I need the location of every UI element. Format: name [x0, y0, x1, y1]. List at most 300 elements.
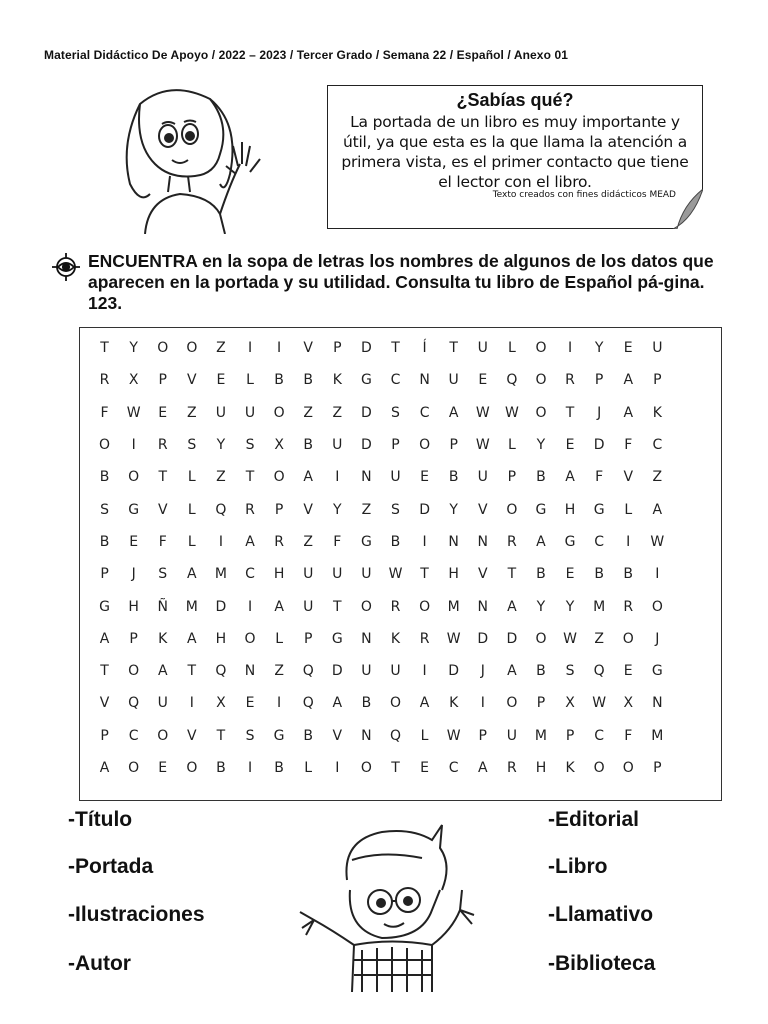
grid-letter: I — [277, 340, 282, 357]
grid-letter: E — [420, 469, 429, 486]
grid-letter: O — [157, 727, 169, 744]
grid-letter: Z — [652, 469, 663, 486]
grid-letter: P — [303, 630, 313, 647]
grid-letter: B — [99, 533, 110, 550]
grid-letter: Z — [303, 533, 313, 550]
grid-letter: O — [535, 372, 547, 389]
grid-letter: P — [129, 630, 138, 647]
grid-letter: D — [361, 404, 372, 421]
grid-letter: P — [653, 760, 662, 776]
grid-letter: V — [303, 501, 313, 518]
grid-letter: E — [129, 533, 139, 550]
grid-letter: A — [274, 598, 284, 615]
grid-letter: P — [478, 727, 487, 744]
grid-letter: I — [480, 695, 485, 712]
grid-letter: X — [128, 372, 139, 389]
grid-letter: D — [419, 501, 430, 518]
grid-letter: T — [187, 663, 197, 680]
grid-letter: O — [535, 404, 547, 421]
grid-letter: S — [245, 727, 255, 744]
grid-letter: C — [594, 533, 605, 550]
grid-letter: N — [244, 663, 256, 680]
grid-letter: U — [332, 566, 343, 583]
grid-letter: O — [360, 598, 372, 615]
grid-letter: O — [651, 598, 663, 615]
word-left-3: -Ilustraciones — [68, 903, 205, 926]
grid-letter: B — [274, 760, 284, 776]
grid-letter: U — [652, 340, 663, 357]
grid-letter: Y — [129, 340, 138, 357]
grid-letter: I — [247, 598, 253, 615]
grid-letter: P — [274, 501, 284, 518]
grid-letter: T — [333, 598, 342, 615]
info-body: La portada de un libro es muy importante y útil, ya que esta es la que llama la atención a primera vista, es el primer contacto que tiene el lector con el libro. — [341, 113, 689, 191]
word-right-3: -Llamativo — [548, 903, 654, 926]
grid-letter: O — [622, 760, 634, 776]
grid-letter: P — [653, 372, 662, 389]
grid-letter: S — [100, 501, 109, 518]
grid-letter: P — [391, 437, 400, 454]
grid-letter: U — [361, 663, 372, 680]
grid-letter: O — [128, 663, 140, 680]
grid-letter: T — [391, 340, 400, 357]
grid-letter: T — [420, 566, 429, 583]
grid-letter: Z — [332, 404, 343, 421]
grid-letter: C — [419, 404, 430, 421]
grid-letter: I — [422, 533, 427, 550]
grid-letter: T — [449, 340, 458, 357]
grid-letter: Q — [215, 663, 227, 680]
word-search-grid — [90, 332, 672, 784]
grid-letter: N — [419, 372, 430, 389]
grid-letter: F — [624, 727, 633, 744]
grid-letter: H — [448, 566, 459, 583]
grid-letter: W — [446, 727, 461, 744]
grid-letter: N — [652, 695, 663, 712]
grid-letter: T — [391, 760, 400, 776]
grid-letter: O — [593, 760, 605, 776]
grid-letter: Q — [593, 663, 605, 680]
grid-letter: E — [565, 437, 575, 454]
word-right-1: -Editorial — [548, 808, 640, 831]
grid-letter: A — [536, 533, 546, 550]
grid-letter: D — [506, 630, 518, 647]
grid-letter: L — [246, 372, 254, 389]
grid-letter: A — [332, 695, 343, 712]
grid-letter: L — [507, 437, 516, 454]
grid-letter: E — [623, 663, 633, 680]
grid-letter: D — [361, 437, 372, 454]
grid-letter: O — [535, 340, 547, 357]
grid-letter: U — [477, 469, 488, 486]
grid-letter: K — [158, 630, 168, 647]
grid-letter: P — [565, 727, 575, 744]
grid-letter: L — [624, 501, 633, 518]
grid-letter: T — [158, 469, 168, 486]
grid-letter: G — [564, 533, 576, 550]
grid-letter: R — [245, 501, 255, 518]
grid-letter: U — [332, 437, 343, 454]
grid-letter: B — [536, 663, 546, 680]
grid-letter: B — [536, 566, 546, 583]
grid-letter: H — [564, 501, 576, 518]
grid-letter: Z — [303, 404, 313, 421]
grid-letter: I — [655, 566, 660, 583]
grid-letter: K — [390, 630, 401, 647]
grid-letter: O — [99, 437, 111, 454]
grid-letter: V — [187, 727, 197, 744]
grid-letter: P — [594, 372, 604, 389]
grid-letter: O — [157, 340, 169, 357]
grid-letter: G — [331, 630, 343, 647]
grid-letter: F — [595, 469, 604, 486]
grid-letter: K — [332, 372, 342, 389]
grid-letter: Y — [333, 501, 342, 518]
word-right-4: -Biblioteca — [548, 952, 656, 975]
grid-letter: U — [303, 566, 314, 583]
target-eye-icon — [52, 253, 80, 281]
grid-letter: R — [506, 533, 517, 550]
grid-letter: U — [506, 727, 517, 744]
grid-letter: I — [189, 695, 194, 712]
grid-letter: S — [245, 437, 255, 454]
grid-letter: G — [535, 501, 547, 518]
grid-letter: C — [594, 727, 605, 744]
grid-letter: I — [131, 437, 136, 454]
grid-letter: T — [100, 340, 109, 357]
grid-letter: M — [651, 727, 664, 744]
grid-letter: N — [477, 533, 488, 550]
grid-letter: W — [475, 437, 490, 454]
grid-letter: T — [245, 469, 255, 486]
grid-letter: D — [593, 437, 605, 454]
grid-letter: T — [216, 727, 226, 744]
grid-letter: V — [477, 566, 488, 583]
grid-letter: O — [128, 469, 140, 486]
grid-letter: E — [478, 372, 488, 389]
grid-letter: O — [273, 469, 285, 486]
grid-letter: Q — [302, 663, 314, 680]
grid-letter: N — [361, 727, 372, 744]
grid-letter: W — [504, 404, 519, 421]
grid-letter: O — [389, 695, 401, 712]
grid-letter: A — [448, 404, 459, 421]
grid-letter: K — [449, 695, 459, 712]
grid-letter: B — [99, 469, 110, 486]
grid-letter: Z — [187, 404, 197, 421]
grid-letter: X — [274, 437, 284, 454]
grid-letter: N — [448, 533, 459, 550]
grid-letter: U — [390, 663, 401, 680]
grid-letter: O — [419, 437, 431, 454]
grid-letter: S — [158, 566, 168, 583]
grid-letter: R — [419, 630, 430, 647]
grid-letter: H — [128, 598, 139, 615]
grid-letter: W — [388, 566, 403, 583]
grid-letter: D — [448, 663, 460, 680]
grid-letter: Q — [302, 695, 314, 712]
word-left-1: -Título — [68, 808, 133, 831]
girl-illustration — [100, 84, 275, 234]
grid-letter: L — [187, 533, 196, 550]
grid-letter: H — [273, 566, 285, 583]
grid-letter: S — [565, 663, 575, 680]
grid-letter: J — [597, 404, 602, 421]
grid-letter: T — [565, 404, 575, 421]
grid-letter: S — [187, 437, 197, 454]
grid-letter: R — [390, 598, 401, 615]
grid-letter: E — [158, 404, 168, 421]
word-left-2: -Portada — [68, 855, 154, 878]
boy-illustration — [292, 820, 488, 992]
grid-letter: A — [477, 760, 488, 776]
grid-letter: Y — [216, 437, 226, 454]
grid-letter: X — [623, 695, 634, 712]
grid-letter: J — [480, 663, 485, 680]
grid-letter: A — [303, 469, 313, 486]
grid-letter: L — [507, 340, 516, 357]
info-title: ¿Sabías qué? — [456, 90, 574, 110]
grid-letter: E — [565, 566, 575, 583]
grid-letter: C — [652, 437, 663, 454]
grid-letter: A — [99, 760, 110, 776]
grid-letter: E — [420, 760, 429, 776]
grid-letter: F — [624, 437, 633, 454]
grid-letter: N — [361, 630, 372, 647]
grid-letter: O — [273, 404, 285, 421]
grid-letter: A — [99, 630, 110, 647]
grid-letter: R — [565, 372, 575, 389]
grid-letter: P — [100, 727, 109, 744]
grid-letter: I — [277, 695, 282, 712]
grid-letter: G — [360, 372, 372, 389]
grid-letter: B — [361, 695, 372, 712]
grid-letter: I — [247, 760, 253, 776]
grid-letter: I — [422, 663, 427, 680]
grid-letter: U — [157, 695, 168, 712]
grid-letter: B — [303, 372, 313, 389]
grid-letter: P — [449, 437, 458, 454]
grid-letter: O — [622, 630, 634, 647]
grid-letter: I — [335, 760, 340, 776]
grid-letter: Y — [449, 501, 458, 518]
grid-letter: Ñ — [157, 598, 168, 615]
grid-letter: C — [128, 727, 139, 744]
grid-letter: U — [303, 598, 314, 615]
grid-letter: M — [534, 727, 547, 744]
grid-letter: B — [303, 727, 313, 744]
grid-letter: A — [245, 533, 255, 550]
grid-letter: W — [126, 404, 141, 421]
grid-letter: O — [186, 760, 198, 776]
grid-letter: L — [275, 630, 284, 647]
grid-letter: J — [131, 566, 136, 583]
grid-letter: I — [567, 340, 573, 357]
grid-letter: T — [100, 663, 109, 680]
grid-letter: V — [157, 501, 168, 518]
grid-letter: I — [247, 340, 253, 357]
grid-letter: P — [100, 566, 109, 583]
grid-letter: A — [623, 372, 634, 389]
grid-letter: H — [535, 760, 547, 776]
grid-letter: B — [216, 760, 226, 776]
grid-letter: E — [623, 340, 633, 357]
grid-letter: U — [477, 340, 488, 357]
grid-letter: N — [361, 469, 372, 486]
grid-letter: U — [215, 404, 227, 421]
grid-letter: O — [535, 630, 547, 647]
grid-letter: S — [391, 501, 400, 518]
word-left-4: -Autor — [68, 952, 131, 975]
grid-letter: X — [565, 695, 575, 712]
info-box — [327, 85, 703, 229]
grid-letter: O — [186, 340, 198, 357]
grid-letter: M — [185, 598, 198, 615]
grid-letter: Q — [215, 501, 227, 518]
grid-letter: C — [245, 566, 255, 583]
grid-letter: W — [446, 630, 461, 647]
grid-letter: D — [331, 663, 343, 680]
grid-letter: U — [244, 404, 256, 421]
grid-letter: D — [477, 630, 489, 647]
word-search-box — [79, 327, 722, 801]
grid-letter: W — [592, 695, 607, 712]
grid-letter: O — [506, 501, 518, 518]
grid-letter: V — [303, 340, 313, 357]
word-right-2: -Libro — [548, 855, 608, 878]
info-credit: Texto creados con fines didácticos MEAD — [492, 190, 676, 200]
instruction-text: ENCUENTRA en la sopa de letras los nombres de algunos de los datos que aparecen en la portada y su utilidad. Consulta tu libro de Español pá-gina. 123. — [88, 251, 714, 313]
grid-letter: I — [218, 533, 223, 550]
grid-letter: L — [420, 727, 429, 744]
grid-letter: C — [448, 760, 459, 776]
grid-letter: Q — [389, 727, 401, 744]
page-curl-icon — [673, 189, 703, 229]
grid-letter: R — [623, 598, 634, 615]
grid-letter: U — [390, 469, 401, 486]
grid-letter: H — [215, 630, 227, 647]
grid-letter: L — [187, 501, 196, 518]
grid-letter: O — [506, 695, 518, 712]
grid-letter: Z — [594, 630, 604, 647]
grid-letter: W — [563, 630, 577, 647]
grid-letter: R — [157, 437, 168, 454]
grid-letter: R — [99, 372, 110, 389]
grid-letter: Z — [361, 501, 372, 518]
grid-letter: G — [651, 663, 663, 680]
grid-letter: A — [187, 630, 197, 647]
grid-letter: M — [447, 598, 460, 615]
grid-letter: B — [274, 372, 284, 389]
grid-letter: U — [361, 566, 372, 583]
grid-letter: G — [360, 533, 372, 550]
grid-letter: A — [419, 695, 430, 712]
grid-letter: P — [333, 340, 342, 357]
grid-letter: E — [216, 372, 226, 389]
grid-letter: J — [655, 630, 660, 647]
grid-letter: V — [187, 372, 197, 389]
grid-letter: D — [215, 598, 227, 615]
grid-letter: F — [100, 404, 109, 421]
grid-letter: L — [304, 760, 313, 776]
grid-letter: Z — [216, 340, 226, 357]
grid-letter: E — [245, 695, 255, 712]
grid-letter: N — [477, 598, 488, 615]
grid-letter: G — [273, 727, 285, 744]
grid-letter: A — [652, 501, 663, 518]
grid-letter: V — [99, 695, 110, 712]
grid-letter: A — [623, 404, 634, 421]
grid-letter: Z — [274, 663, 284, 680]
grid-letter: I — [626, 533, 631, 550]
grid-letter: L — [187, 469, 196, 486]
grid-letter: Y — [536, 598, 546, 615]
grid-letter: U — [448, 372, 459, 389]
grid-letter: W — [650, 533, 665, 550]
grid-letter: O — [360, 760, 372, 776]
grid-letter: C — [390, 372, 401, 389]
grid-letter: A — [157, 663, 168, 680]
grid-letter: X — [216, 695, 226, 712]
grid-letter: K — [565, 760, 575, 776]
grid-letter: Y — [565, 598, 575, 615]
grid-letter: Y — [536, 437, 546, 454]
grid-letter: B — [448, 469, 459, 486]
grid-letter: Z — [216, 469, 226, 486]
grid-letter: V — [477, 501, 488, 518]
grid-letter: Q — [506, 372, 518, 389]
grid-letter: A — [187, 566, 197, 583]
grid-letter: B — [536, 469, 546, 486]
grid-letter: R — [274, 533, 284, 550]
grid-letter: G — [128, 501, 140, 518]
grid-letter: P — [507, 469, 517, 486]
grid-letter: B — [594, 566, 604, 583]
grid-letter: D — [361, 340, 372, 357]
grid-letter: P — [536, 695, 546, 712]
grid-letter: M — [214, 566, 227, 583]
grid-letter: F — [333, 533, 342, 550]
grid-letter: M — [593, 598, 606, 615]
grid-letter: V — [623, 469, 634, 486]
page-header: Material Didáctico De Apoyo / 2022 – 2023 / Tercer Grado / Semana 22 / Español / Anexo 01 — [44, 48, 568, 62]
grid-letter: V — [332, 727, 343, 744]
grid-letter: W — [475, 404, 490, 421]
grid-letter: A — [507, 598, 517, 615]
grid-letter: I — [335, 469, 340, 486]
grid-letter: Y — [594, 340, 604, 357]
grid-letter: A — [565, 469, 575, 486]
grid-letter: P — [158, 372, 167, 389]
grid-letter: A — [507, 663, 517, 680]
grid-letter: Q — [128, 695, 140, 712]
grid-letter: O — [128, 760, 140, 776]
grid-letter: Í — [422, 340, 427, 357]
grid-letter: F — [158, 533, 167, 550]
grid-letter: B — [390, 533, 401, 550]
grid-letter: K — [652, 404, 662, 421]
grid-letter: B — [623, 566, 634, 583]
grid-letter: O — [244, 630, 256, 647]
grid-letter: S — [391, 404, 400, 421]
grid-letter: G — [99, 598, 110, 615]
grid-letter: O — [419, 598, 431, 615]
grid-letter: R — [506, 760, 517, 776]
grid-letter: G — [593, 501, 605, 518]
grid-letter: B — [303, 437, 313, 454]
grid-letter: T — [507, 566, 517, 583]
grid-letter: E — [158, 760, 168, 776]
